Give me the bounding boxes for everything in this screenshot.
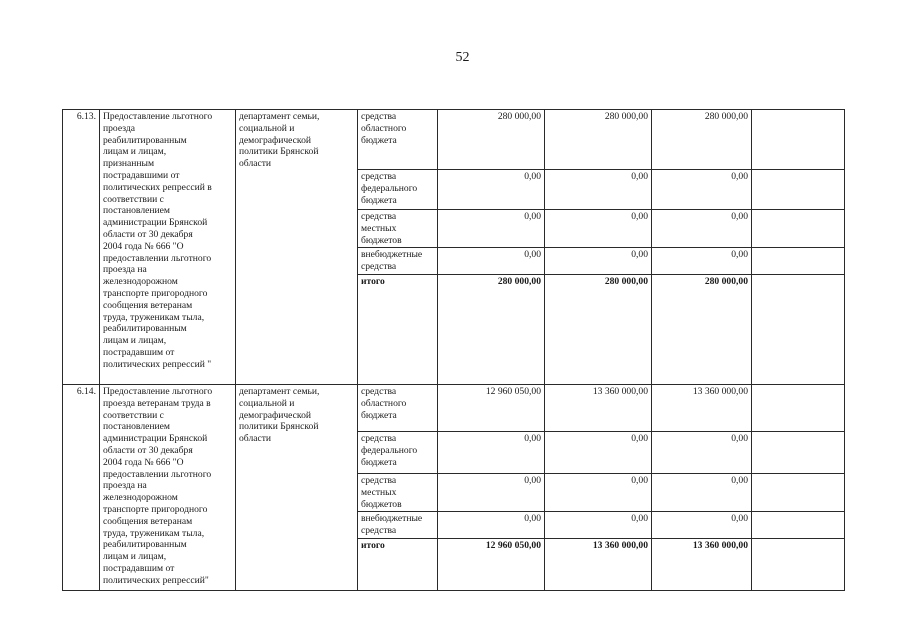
funding-total-year-2: 13 360 000,00 [545,539,652,591]
funding-value-year-2: 0,00 [545,474,652,512]
funding-value-year-1: 0,00 [438,170,545,210]
empty-cell [752,385,845,432]
funding-value-year-2: 0,00 [545,432,652,474]
funding-value-year-2: 13 360 000,00 [545,385,652,432]
empty-cell [752,432,845,474]
funding-source-label: средства местных бюджетов [358,474,438,512]
funding-total-year-3: 13 360 000,00 [652,539,752,591]
funding-source-label: средства федерального бюджета [358,432,438,474]
funding-source-label: средства областного бюджета [358,110,438,170]
funding-value-year-1: 0,00 [438,512,545,539]
program-table [62,109,845,591]
funding-value-year-3: 280 000,00 [652,110,752,170]
page-number: 52 [455,50,470,65]
funding-total-label: итого [358,539,438,591]
item-number: 6.14. [63,385,100,591]
funding-value-year-2: 0,00 [545,210,652,248]
empty-cell [752,110,845,170]
funding-total-label: итого [358,275,438,385]
funding-value-year-3: 13 360 000,00 [652,385,752,432]
funding-source-label: внебюджетные средства [358,512,438,539]
funding-total-year-1: 12 960 050,00 [438,539,545,591]
funding-value-year-2: 0,00 [545,248,652,275]
funding-value-year-1: 12 960 050,00 [438,385,545,432]
funding-value-year-3: 0,00 [652,248,752,275]
item-description: Предоставление льготного проезда реабилитированным лицам и лицам, признанным пострадавшими от политических репрессий в соответствии с постановлением администрации Брянской области от 30 декабря 2004 года № 666 "О предоставлении льготного проезда на железнодорожном транспорте пригородного сообщения ветеранам труда, труженикам тыла, реабилитированным лицам и лицам, пострадавшим от политических репрессий " [100,110,236,385]
funding-source-label: средства местных бюджетов [358,210,438,248]
funding-value-year-2: 280 000,00 [545,110,652,170]
empty-cell [752,170,845,210]
empty-cell [752,539,845,591]
funding-total-year-1: 280 000,00 [438,275,545,385]
empty-cell [752,275,845,385]
empty-cell [752,248,845,275]
funding-value-year-2: 0,00 [545,512,652,539]
funding-value-year-1: 280 000,00 [438,110,545,170]
funding-value-year-1: 0,00 [438,210,545,248]
item-number: 6.13. [63,110,100,385]
funding-value-year-3: 0,00 [652,474,752,512]
item-executor: департамент семьи, социальной и демографической политики Брянской области [236,385,358,591]
empty-cell [752,210,845,248]
funding-value-year-3: 0,00 [652,210,752,248]
funding-source-label: внебюджетные средства [358,248,438,275]
funding-total-year-2: 280 000,00 [545,275,652,385]
funding-value-year-1: 0,00 [438,474,545,512]
funding-value-year-1: 0,00 [438,248,545,275]
funding-source-label: средства областного бюджета [358,385,438,432]
funding-value-year-3: 0,00 [652,170,752,210]
funding-value-year-3: 0,00 [652,432,752,474]
item-executor: департамент семьи, социальной и демографической политики Брянской области [236,110,358,385]
funding-value-year-2: 0,00 [545,170,652,210]
empty-cell [752,474,845,512]
funding-total-year-3: 280 000,00 [652,275,752,385]
table-row [63,110,845,170]
funding-value-year-3: 0,00 [652,512,752,539]
item-description: Предоставление льготного проезда ветеранам труда в соответствии с постановлением администрации Брянской области от 30 декабря 2004 года № 666 "О предоставлении льготного проезда на железнодорожном транспорте пригородного сообщения ветеранам труда, труженикам тыла, реабилитированным лицам и лицам, пострадавшим от политических репрессий" [100,385,236,591]
funding-source-label: средства федерального бюджета [358,170,438,210]
funding-value-year-1: 0,00 [438,432,545,474]
empty-cell [752,512,845,539]
table-row [63,385,845,432]
